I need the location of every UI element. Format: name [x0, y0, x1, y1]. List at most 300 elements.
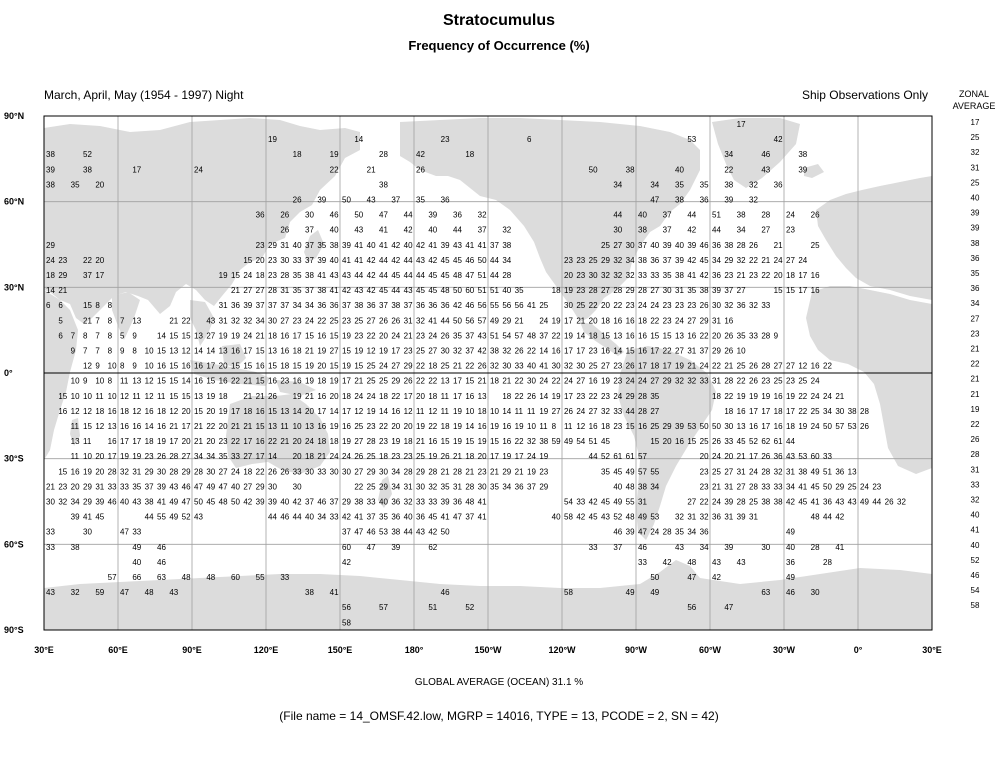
- cell-value: 28: [169, 452, 179, 462]
- cell-value: 41: [379, 225, 388, 235]
- cell-value: 31: [724, 482, 734, 492]
- cell-value: 21: [490, 467, 499, 477]
- cell-value: 59: [95, 588, 105, 598]
- cell-value: 29: [699, 316, 709, 326]
- cell-value: 53: [687, 422, 697, 431]
- cell-value: 29: [502, 467, 512, 477]
- cell-value: 43: [354, 225, 364, 235]
- cell-value: 46: [317, 497, 327, 507]
- cell-value: 20: [699, 452, 709, 462]
- cell-value: 36: [835, 467, 845, 477]
- zonal-value: 39: [970, 208, 980, 218]
- cell-value: 27: [329, 346, 339, 356]
- cell-value: 45: [736, 437, 746, 447]
- cell-value: 20: [95, 467, 105, 477]
- cell-value: 27: [724, 467, 734, 477]
- cell-value: 16: [773, 391, 783, 401]
- cell-value: 18: [317, 437, 327, 447]
- cell-value: 12: [83, 361, 92, 371]
- cell-value: 32: [773, 467, 783, 477]
- cell-value: 23: [58, 255, 68, 265]
- cell-value: 29: [255, 482, 265, 492]
- cell-value: 16: [107, 406, 117, 416]
- cell-value: 19: [218, 271, 228, 280]
- cell-value: 16: [502, 437, 512, 447]
- cell-value: 32: [749, 301, 758, 311]
- cell-value: 21: [514, 467, 524, 477]
- cell-value: 33: [107, 482, 117, 492]
- cell-value: 60: [231, 573, 240, 582]
- cell-value: 28: [428, 467, 438, 477]
- cell-value: 34: [317, 512, 327, 522]
- cell-value: 16: [810, 286, 820, 296]
- cell-value: 27: [675, 346, 684, 356]
- cell-value: 11: [539, 422, 548, 431]
- cell-value: 43: [835, 497, 845, 507]
- cell-value: 38: [736, 210, 746, 220]
- cell-value: 30: [342, 467, 351, 477]
- cell-value: 41: [329, 286, 339, 296]
- lat-label: 90°N: [4, 111, 25, 121]
- cell-value: 22: [699, 497, 709, 507]
- cell-value: 20: [588, 316, 598, 326]
- zonal-value: 35: [970, 269, 980, 278]
- cell-value: 26: [416, 165, 425, 175]
- cell-value: 18: [428, 361, 438, 371]
- cell-value: 25: [366, 482, 376, 492]
- cell-value: 27: [650, 376, 660, 386]
- cell-value: 27: [255, 286, 265, 296]
- cell-value: 37: [662, 225, 672, 235]
- cell-value: 36: [736, 301, 746, 311]
- cell-value: 25: [736, 361, 746, 371]
- cell-value: 51: [490, 331, 499, 341]
- cell-value: 29: [724, 255, 734, 265]
- cell-value: 17: [243, 437, 253, 447]
- cell-value: 16: [551, 346, 561, 356]
- cell-value: 24: [613, 391, 623, 401]
- cell-value: 11: [120, 376, 129, 386]
- cell-value: 43: [132, 497, 142, 507]
- cell-value: 39: [317, 195, 327, 205]
- cell-value: 32: [749, 195, 758, 205]
- cell-value: 30: [329, 467, 339, 477]
- cell-value: 38: [70, 542, 80, 552]
- lon-label: 120°E: [253, 645, 279, 655]
- cell-value: 54: [564, 497, 573, 507]
- cell-value: 15: [169, 391, 179, 401]
- cell-value: 41: [810, 497, 820, 507]
- cell-value: 10: [83, 391, 92, 401]
- cell-value: 40: [551, 512, 561, 522]
- cell-value: 29: [416, 467, 425, 477]
- cell-value: 39: [625, 527, 635, 537]
- cell-value: 35: [687, 286, 697, 296]
- cell-value: 33: [613, 406, 623, 416]
- cell-value: 36: [712, 512, 721, 522]
- cell-value: 23: [675, 301, 684, 311]
- cell-value: 53: [798, 452, 808, 462]
- cell-value: 23: [391, 452, 401, 462]
- cell-value: 14: [181, 376, 191, 386]
- cell-value: 23: [588, 346, 598, 356]
- lon-label: 30°W: [772, 645, 796, 655]
- cell-value: 40: [675, 165, 684, 175]
- cell-value: 26: [280, 210, 290, 220]
- cell-value: 24: [194, 165, 203, 175]
- global-average: GLOBAL AVERAGE (OCEAN) 31.1 %: [414, 677, 584, 688]
- cell-value: 18: [502, 391, 512, 401]
- cell-value: 13: [736, 422, 746, 431]
- cell-value: 13: [268, 422, 277, 431]
- cell-value: 33: [699, 376, 709, 386]
- cell-value: 44: [872, 497, 882, 507]
- cell-value: 41: [428, 316, 438, 326]
- cell-value: 47: [638, 527, 647, 537]
- lat-label: 0°: [4, 368, 13, 378]
- cell-value: 27: [181, 452, 191, 462]
- cell-value: 55: [650, 467, 660, 477]
- cell-value: 34: [194, 452, 203, 462]
- cell-value: 19: [379, 346, 388, 356]
- cell-value: 17: [231, 406, 240, 416]
- cell-value: 44: [588, 452, 598, 462]
- cell-value: 29: [366, 467, 376, 477]
- cell-value: 23: [699, 467, 709, 477]
- cell-value: 29: [502, 316, 512, 326]
- cell-value: 23: [576, 271, 586, 280]
- cell-value: 38: [539, 437, 549, 447]
- cell-value: 26: [860, 422, 869, 431]
- cell-value: 12: [120, 391, 129, 401]
- cell-value: 30: [305, 210, 314, 220]
- cell-value: 42: [366, 255, 376, 265]
- cell-value: 33: [416, 497, 425, 507]
- cell-value: 17: [292, 331, 302, 341]
- cell-value: 40: [638, 210, 647, 220]
- cell-value: 27: [601, 361, 610, 371]
- cell-value: 9: [95, 361, 100, 371]
- cell-value: 54: [502, 331, 512, 341]
- cell-value: 19: [551, 391, 561, 401]
- cell-value: 41: [157, 497, 166, 507]
- cell-value: 22: [255, 467, 265, 477]
- cell-value: 25: [699, 437, 709, 447]
- cell-value: 15: [440, 437, 450, 447]
- cell-value: 16: [292, 376, 302, 386]
- cell-value: 30: [46, 497, 55, 507]
- cell-value: 21: [46, 482, 55, 492]
- cell-value: 12: [83, 406, 92, 416]
- cell-value: 22: [83, 255, 92, 265]
- cell-value: 20: [206, 406, 216, 416]
- cell-value: 44: [379, 255, 388, 265]
- cell-value: 48: [527, 331, 536, 341]
- cell-value: 56: [514, 301, 524, 311]
- cell-value: 27: [576, 376, 586, 386]
- cell-value: 20: [206, 437, 216, 447]
- cell-value: 19: [342, 361, 351, 371]
- cell-value: 25: [416, 452, 425, 462]
- cell-value: 32: [675, 376, 684, 386]
- cell-value: 23: [280, 376, 290, 386]
- cell-value: 28: [638, 391, 647, 401]
- cell-value: 30: [835, 406, 845, 416]
- cell-value: 45: [416, 286, 425, 296]
- cell-value: 21: [255, 331, 265, 341]
- cell-value: 46: [280, 512, 290, 522]
- cell-value: 15: [255, 422, 265, 431]
- cell-value: 11: [83, 437, 92, 447]
- cell-value: 27: [687, 316, 697, 326]
- cell-value: 23: [379, 437, 388, 447]
- cell-value: 13: [169, 346, 179, 356]
- cell-value: 33: [317, 467, 327, 477]
- cell-value: 17: [453, 376, 462, 386]
- cell-value: 30: [268, 316, 277, 326]
- cell-value: 25: [588, 255, 598, 265]
- cell-value: 39: [440, 497, 450, 507]
- cell-value: 22: [613, 301, 623, 311]
- cell-value: 45: [95, 512, 105, 522]
- cell-value: 36: [440, 195, 450, 205]
- zonal-heading-line-2: AVERAGE: [952, 101, 996, 111]
- cell-value: 24: [391, 331, 401, 341]
- cell-value: 32: [58, 497, 68, 507]
- cell-value: 21: [194, 437, 203, 447]
- zonal-value: 39: [970, 223, 980, 233]
- cell-value: 53: [847, 422, 857, 431]
- cell-value: 20: [601, 301, 610, 311]
- cell-value: 45: [428, 512, 438, 522]
- cell-value: 35: [736, 331, 746, 341]
- cell-value: 16: [70, 467, 80, 477]
- cell-value: 41: [354, 240, 364, 250]
- cell-value: 16: [107, 437, 117, 447]
- cell-value: 42: [391, 240, 401, 250]
- cell-value: 37: [527, 482, 536, 492]
- zonal-value: 38: [970, 238, 980, 248]
- cell-value: 9: [70, 346, 76, 356]
- cell-value: 42: [391, 255, 401, 265]
- cell-value: 16: [157, 361, 166, 371]
- cell-value: 38: [638, 225, 647, 235]
- cell-value: 29: [46, 240, 55, 250]
- cell-value: 18: [588, 331, 598, 341]
- cell-value: 27: [391, 361, 401, 371]
- cell-value: 6: [58, 331, 63, 341]
- cell-value: 36: [786, 557, 795, 567]
- cell-value: 25: [712, 467, 721, 477]
- cell-value: 38: [847, 406, 857, 416]
- cell-value: 26: [884, 497, 894, 507]
- cell-value: 26: [810, 210, 820, 220]
- cell-value: 26: [440, 331, 450, 341]
- landmass-australia: [226, 391, 330, 477]
- chart-subtitle: Frequency of Occurrence (%): [408, 38, 590, 53]
- landmass-africa-west: [806, 286, 932, 477]
- cell-value: 26: [724, 346, 734, 356]
- cell-value: 35: [218, 452, 228, 462]
- cell-value: 31: [280, 286, 290, 296]
- cell-value: 8: [107, 316, 113, 326]
- cell-value: 39: [724, 195, 734, 205]
- cell-value: 30: [157, 467, 166, 477]
- cell-value: 47: [194, 482, 203, 492]
- cell-value: 20: [292, 452, 302, 462]
- cell-value: 44: [292, 512, 302, 522]
- cell-value: 47: [218, 482, 228, 492]
- cell-value: 16: [342, 422, 351, 431]
- cell-value: 27: [601, 286, 610, 296]
- cell-value: 40: [379, 497, 388, 507]
- cell-value: 43: [416, 255, 425, 265]
- cell-value: 34: [502, 482, 512, 492]
- cell-value: 36: [416, 512, 425, 522]
- cell-value: 41: [428, 240, 438, 250]
- cell-value: 13: [132, 316, 142, 326]
- cell-value: 17: [132, 165, 142, 175]
- cell-value: 23: [218, 437, 228, 447]
- cell-value: 30: [268, 482, 277, 492]
- cell-value: 33: [761, 482, 771, 492]
- cell-value: 38: [675, 271, 684, 280]
- cell-value: 36: [440, 301, 450, 311]
- cell-value: 12: [366, 346, 376, 356]
- cell-value: 42: [428, 255, 438, 265]
- cell-value: 35: [662, 271, 672, 280]
- cell-value: 24: [823, 391, 832, 401]
- cell-value: 40: [132, 557, 142, 567]
- cell-value: 21: [403, 331, 413, 341]
- cell-value: 27: [687, 497, 697, 507]
- cell-value: 10: [292, 422, 302, 431]
- cell-value: 57: [638, 452, 647, 462]
- lat-label: 60°S: [4, 539, 24, 550]
- cell-value: 43: [786, 452, 795, 462]
- cell-value: 28: [761, 210, 771, 220]
- cell-value: 19: [366, 406, 376, 416]
- cell-value: 14: [46, 286, 55, 296]
- cell-value: 30: [502, 361, 512, 371]
- cell-value: 26: [280, 467, 290, 477]
- cell-value: 27: [243, 452, 253, 462]
- cell-value: 44: [403, 271, 413, 280]
- cell-value: 29: [625, 391, 635, 401]
- cell-value: 24: [699, 361, 709, 371]
- cell-value: 15: [329, 361, 339, 371]
- cell-value: 31: [749, 512, 758, 522]
- cell-value: 23: [576, 255, 586, 265]
- cell-value: 41: [835, 542, 845, 552]
- cell-value: 44: [613, 210, 623, 220]
- cell-value: 48: [206, 573, 216, 582]
- cell-value: 18: [218, 391, 228, 401]
- cell-value: 15: [662, 331, 672, 341]
- cell-value: 16: [218, 376, 228, 386]
- cell-value: 16: [280, 346, 290, 356]
- cell-value: 40: [527, 361, 536, 371]
- cell-value: 37: [268, 301, 277, 311]
- cell-value: 16: [120, 422, 129, 431]
- cell-value: 19: [83, 467, 92, 477]
- cell-value: 16: [502, 422, 512, 431]
- cell-value: 32: [613, 271, 623, 280]
- cell-value: 29: [662, 422, 672, 431]
- cell-value: 16: [625, 331, 635, 341]
- cell-value: 22: [527, 346, 536, 356]
- cell-value: 23: [416, 331, 425, 341]
- cell-value: 19: [564, 286, 573, 296]
- cell-value: 23: [662, 301, 672, 311]
- cell-value: 16: [773, 422, 783, 431]
- cell-value: 28: [810, 542, 820, 552]
- cell-value: 19: [539, 452, 549, 462]
- cell-value: 41: [329, 588, 339, 598]
- cell-value: 42: [416, 240, 425, 250]
- cell-value: 30: [292, 482, 302, 492]
- cell-value: 47: [120, 527, 129, 537]
- cell-value: 50: [354, 210, 364, 220]
- cell-value: 15: [268, 406, 277, 416]
- cell-value: 19: [416, 422, 425, 431]
- cell-value: 20: [292, 437, 302, 447]
- cell-value: 47: [379, 210, 388, 220]
- cell-value: 21: [317, 452, 327, 462]
- cell-value: 45: [428, 286, 438, 296]
- cell-value: 50: [342, 195, 351, 205]
- cell-value: 21: [231, 422, 240, 431]
- cell-value: 22: [206, 422, 216, 431]
- cell-value: 24: [810, 376, 820, 386]
- cell-value: 42: [366, 286, 376, 296]
- cell-value: 29: [712, 346, 721, 356]
- cell-value: 28: [453, 467, 462, 477]
- cell-value: 27: [650, 406, 660, 416]
- cell-value: 20: [379, 331, 388, 341]
- cell-value: 38: [798, 150, 808, 160]
- lat-label: 60°N: [4, 196, 25, 207]
- cell-value: 16: [477, 422, 487, 431]
- cell-value: 29: [403, 361, 413, 371]
- cell-value: 41: [342, 255, 351, 265]
- cell-value: 16: [194, 361, 203, 371]
- cell-value: 43: [761, 165, 771, 175]
- cell-value: 14: [539, 391, 549, 401]
- cell-value: 38: [724, 240, 734, 250]
- cell-value: 31: [95, 482, 105, 492]
- cell-value: 32: [231, 316, 240, 326]
- cell-value: 39: [157, 482, 166, 492]
- cell-value: 19: [329, 376, 339, 386]
- cell-value: 19: [342, 331, 351, 341]
- cell-value: 15: [83, 301, 92, 311]
- cell-value: 19: [490, 422, 499, 431]
- lat-label: 30°N: [4, 282, 25, 293]
- cell-value: 18: [379, 452, 388, 462]
- cell-value: 48: [687, 557, 697, 567]
- cell-value: 42: [428, 527, 438, 537]
- cell-value: 35: [379, 512, 388, 522]
- cell-value: 26: [749, 361, 758, 371]
- cell-value: 21: [687, 361, 697, 371]
- cell-value: 40: [329, 255, 339, 265]
- cell-value: 44: [354, 271, 364, 280]
- cell-value: 16: [268, 376, 277, 386]
- cell-value: 13: [194, 391, 203, 401]
- cell-value: 42: [588, 497, 598, 507]
- cell-value: 49: [650, 588, 660, 598]
